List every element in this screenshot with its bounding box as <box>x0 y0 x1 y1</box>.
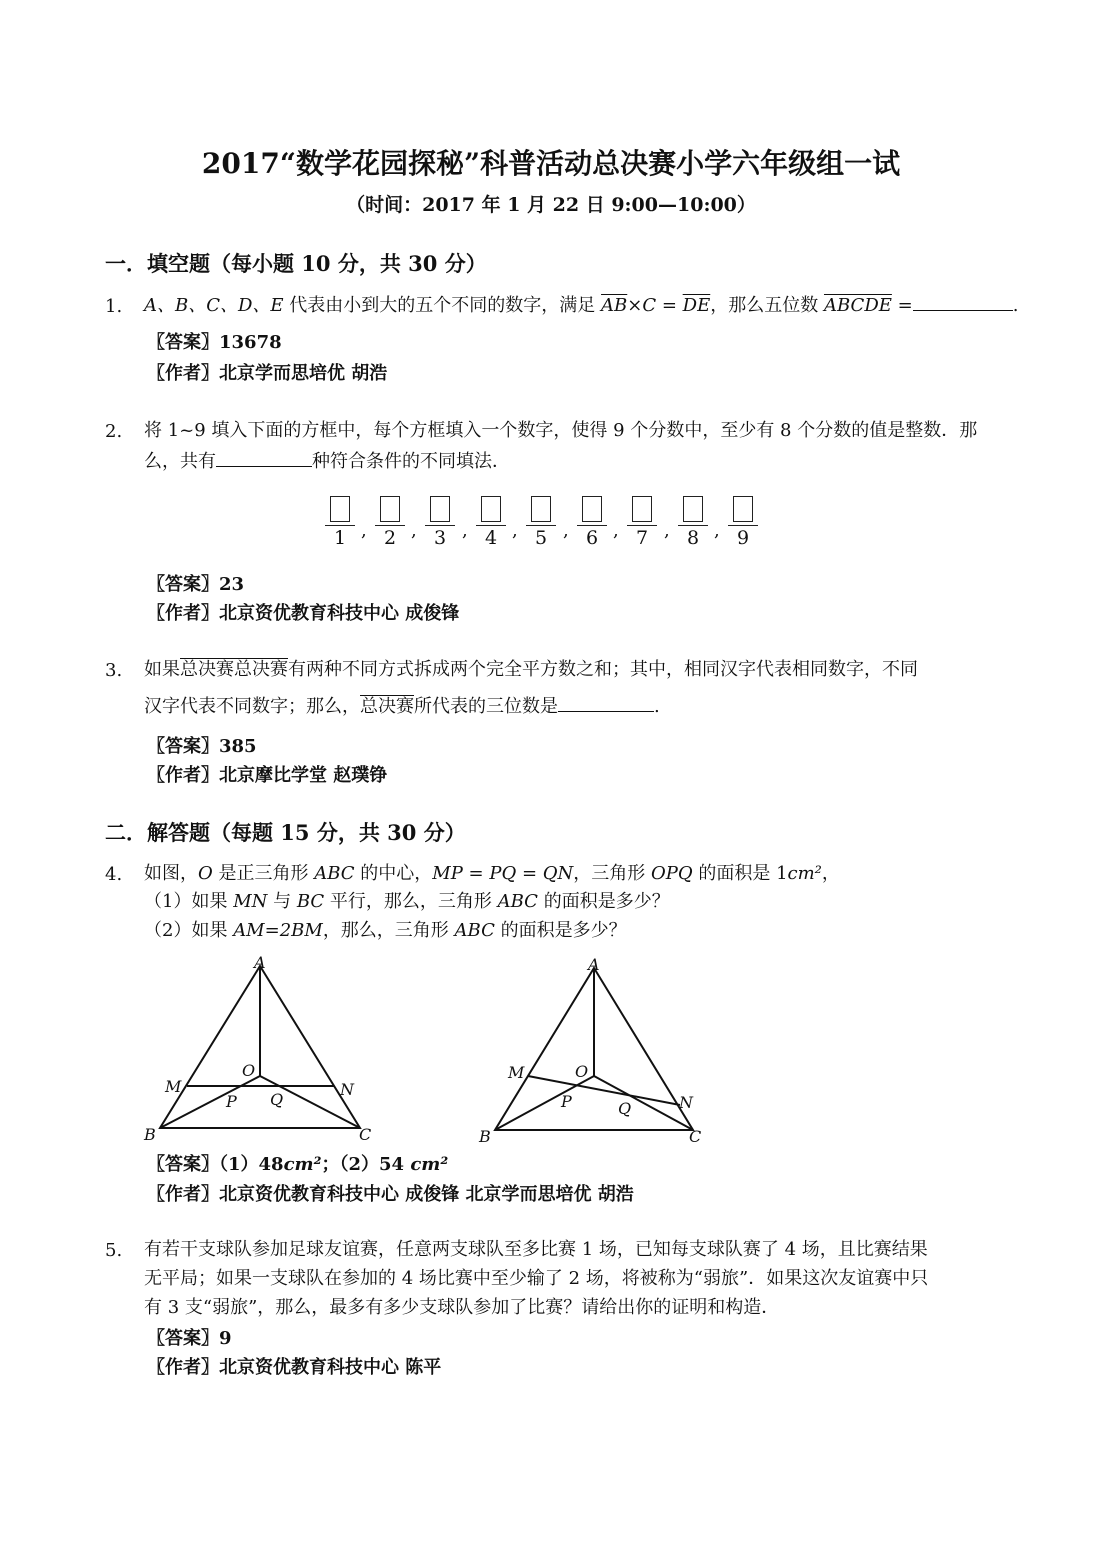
fraction-bar <box>476 525 506 526</box>
q2-author: 〖作者〗北京资优教育科技中心 成俊锋 <box>147 603 460 624</box>
denominator: 4 <box>484 527 498 549</box>
q4-part1-b: 与 <box>267 891 297 912</box>
q1-variables: A、B、C、D、E <box>144 295 284 316</box>
q4-ambm: AM=2BM <box>233 920 323 941</box>
comma: , <box>664 520 670 541</box>
q1-answer: 〖答案〗13678 <box>147 332 282 353</box>
comma: , <box>361 520 367 541</box>
empty-box <box>632 496 652 522</box>
q2-answer: 〖答案〗23 <box>147 574 245 595</box>
q3-text-d: 所代表的三位数是 <box>414 696 558 717</box>
q3-answer: 〖答案〗385 <box>147 736 257 757</box>
q4-answer-part1: 〖答案〗（1）48 <box>147 1154 284 1175</box>
q5-author: 〖作者〗北京资优教育科技中心 陈平 <box>147 1357 442 1378</box>
label-o: O <box>242 1061 256 1080</box>
q4-abc: ABC <box>314 863 355 884</box>
question-2-line-2 <box>144 448 510 476</box>
q3-author: 〖作者〗北京摩比学堂 赵璞铮 <box>147 765 388 786</box>
q1-eq: = <box>656 295 683 316</box>
label-q: Q <box>618 1099 632 1118</box>
question-2-line-1: 将 1~9 填入下面的方框中，每个方框填入一个数字，使得 9 个分数中，至少有 8 个分数的值是整数．那 <box>144 420 978 441</box>
denominator: 2 <box>383 527 397 549</box>
q4-author: 〖作者〗北京资优教育科技中心 成俊锋 北京学而思培优 胡浩 <box>147 1184 634 1205</box>
q4-text-c: 的中心， <box>354 863 433 884</box>
fraction-2 <box>375 496 405 548</box>
fraction-bar <box>325 525 355 526</box>
fraction-bar <box>627 525 657 526</box>
q5-answer: 〖答案〗9 <box>147 1328 232 1349</box>
q4-part1-a: （1）如果 <box>144 891 234 912</box>
q1-end: . <box>1012 295 1019 316</box>
q1-author: 〖作者〗北京学而思培优 胡浩 <box>147 363 388 384</box>
label-c: C <box>689 1127 702 1146</box>
q4-part1-c: 平行，那么，三角形 <box>324 891 498 912</box>
q4-text-b: 是正三角形 <box>212 863 315 884</box>
q4-part1-d: 的面积是多少？ <box>537 891 670 912</box>
q2-text-b: 种符合条件的不同填法． <box>312 451 510 472</box>
q1-text-a: 代表由小到大的五个不同的数字，满足 <box>283 295 602 316</box>
q1-c: C <box>642 295 657 316</box>
q1-abcde: ABCDE <box>823 295 892 316</box>
comma: , <box>462 520 468 541</box>
comma: , <box>563 520 569 541</box>
label-o: O <box>575 1062 589 1081</box>
label-p: P <box>561 1092 572 1111</box>
q3-text-c: 汉字代表不同数字；那么， <box>144 696 360 717</box>
label-a: A <box>588 955 600 974</box>
label-m: M <box>165 1077 182 1096</box>
label-b: B <box>144 1125 156 1144</box>
answer-blank <box>216 448 312 467</box>
denominator: 6 <box>585 527 599 549</box>
label-n: N <box>679 1093 693 1112</box>
triangle-figure-2 <box>475 950 725 1150</box>
q4-text-a: 如图， <box>144 863 198 884</box>
q4-text-e: 的面积是 1 <box>692 863 788 884</box>
label-m: M <box>508 1063 525 1082</box>
fraction-bar <box>375 525 405 526</box>
q1-times: × <box>627 295 643 316</box>
fraction-bar <box>577 525 607 526</box>
segment-bo <box>495 1076 594 1130</box>
q4-answer <box>147 1150 448 1176</box>
q3-text-b: 有两种不同方式拆成两个完全平方数之和；其中，相同汉字代表相同数字，不同 <box>288 659 918 680</box>
denominator: 7 <box>635 527 649 549</box>
label-n: N <box>340 1080 354 1099</box>
empty-box <box>733 496 753 522</box>
question-number-2: 2. <box>105 421 123 442</box>
q4-bc: BC <box>296 891 325 912</box>
question-1-text <box>144 292 1018 320</box>
fraction-9 <box>728 496 758 548</box>
question-4-part-2 <box>144 917 627 945</box>
q4-unit: cm² <box>787 863 822 884</box>
fraction-3 <box>425 496 455 548</box>
section-heading-fill-in: 一．填空题（每小题 10 分，共 30 分） <box>105 251 487 276</box>
q4-text-f: ， <box>821 863 840 884</box>
q3-word6: 总决赛总决赛 <box>180 659 288 680</box>
q3-end: . <box>654 696 660 717</box>
question-5-line-2: 无平局；如果一支球队在参加的 4 场比赛中至少输了 2 场，将被称为“弱旅”．如果这次友谊赛中只 <box>144 1268 929 1289</box>
answer-blank <box>913 292 1013 311</box>
fraction-bar <box>728 525 758 526</box>
q4-answer-unit: cm² <box>283 1154 322 1175</box>
empty-box <box>582 496 602 522</box>
label-b: B <box>479 1127 491 1146</box>
fraction-6 <box>577 496 607 548</box>
question-4-line-1 <box>144 860 840 888</box>
q1-text-c: = <box>891 295 913 316</box>
q4-text-d: ，三角形 <box>573 863 651 884</box>
fraction-5 <box>526 496 556 548</box>
label-c: C <box>359 1125 372 1144</box>
q4-o: O <box>198 863 213 884</box>
label-a: A <box>254 953 266 972</box>
question-3-line-1 <box>144 656 918 684</box>
empty-box <box>481 496 501 522</box>
question-5-line-1: 有若干支球队参加足球友谊赛，任意两支球队至多比赛 1 场，已知每支球队赛了 4 场，且比赛结果 <box>144 1239 928 1260</box>
denominator: 1 <box>333 527 347 549</box>
question-5-line-3: 有 3 支“弱旅”，那么，最多有多少支球队参加了比赛？请给出你的证明和构造． <box>144 1297 780 1318</box>
fraction-bar <box>678 525 708 526</box>
empty-box <box>430 496 450 522</box>
fraction-4 <box>476 496 506 548</box>
label-q: Q <box>270 1090 284 1109</box>
answer-blank <box>558 693 654 712</box>
q4-abc: ABC <box>497 891 538 912</box>
comma: , <box>512 520 518 541</box>
question-4-part-1 <box>144 888 670 916</box>
empty-box <box>531 496 551 522</box>
comma: , <box>714 520 720 541</box>
denominator: 8 <box>686 527 700 549</box>
q3-text-a: 如果 <box>144 659 180 680</box>
q4-part2-a: （2）如果 <box>144 920 234 941</box>
comma: , <box>411 520 417 541</box>
triangle-figure-1 <box>140 950 390 1150</box>
q4-opq: OPQ <box>651 863 693 884</box>
empty-box <box>380 496 400 522</box>
question-3-line-2 <box>144 693 660 721</box>
q4-part2-c: 的面积是多少？ <box>494 920 627 941</box>
denominator: 9 <box>736 527 750 549</box>
denominator: 5 <box>534 527 548 549</box>
denominator: 3 <box>433 527 447 549</box>
q1-de: $\overline{DE}$ <box>682 295 711 316</box>
fraction-7 <box>627 496 657 548</box>
q1-ab: $\overline{AB}$ <box>601 295 628 316</box>
comma: , <box>613 520 619 541</box>
q3-word3: 总决赛 <box>360 696 414 717</box>
q1-text-b: ，那么五位数 <box>710 295 824 316</box>
fraction-bar <box>526 525 556 526</box>
q4-mn: MN <box>233 891 268 912</box>
q4-abc: ABC <box>454 920 495 941</box>
page-title: 2017“数学花园探秘”科普活动总决赛小学六年级组一试 <box>201 147 901 180</box>
q4-answer-unit: cm² <box>410 1154 449 1175</box>
question-number-5: 5. <box>105 1240 123 1261</box>
fraction-bar <box>425 525 455 526</box>
question-number-1: 1. <box>105 296 123 317</box>
q4-answer-part2: ；（2）54 <box>321 1154 411 1175</box>
q4-part2-b: ，那么，三角形 <box>322 920 455 941</box>
section-heading-solutions: 二．解答题（每题 15 分，共 30 分） <box>105 820 466 845</box>
empty-box <box>330 496 350 522</box>
q2-text-a: 么，共有 <box>144 451 216 472</box>
q4-mpq: MP = PQ = QN <box>432 863 574 884</box>
question-number-3: 3. <box>105 660 123 681</box>
fraction-8 <box>678 496 708 548</box>
fraction-1 <box>325 496 355 548</box>
question-number-4: 4. <box>105 864 123 885</box>
empty-box <box>683 496 703 522</box>
label-p: P <box>226 1092 237 1111</box>
exam-time: （时间：2017 年 1 月 22 日 9:00—10:00） <box>346 194 756 216</box>
